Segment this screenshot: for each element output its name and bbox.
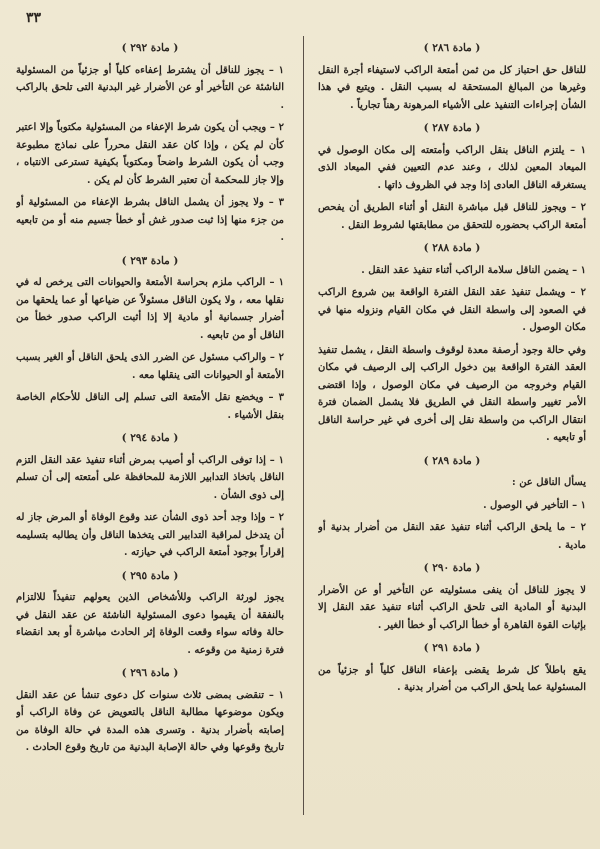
article-heading: ( مادة ٢٩٣ ) — [121, 254, 179, 267]
article-paragraph: ١ – يلتزم الناقل بنقل الراكب وأمتعته إلى مكان الوصول في الميعاد المعين لذلك ، وعند عدم التعيين ففي الميعاد الذى يستغرقه الناقل العادى إذا وجد في الظروف ذاتها . — [318, 144, 586, 191]
article-paragraph: ٢ – ويجب أن يكون شرط الإعفاء من المسئولية مكتوباً وإلا اعتبر كأن لم يكن ، وإذا كان عقد النقل محرراً على نماذج مطبوعة وجب أن يكون الشرط واضحاً ومكتوباً بكيفية تسترعى الانتباه ، وإلا جاز للمحكمة أن تعتبر الشرط كأن لم يكن . — [16, 122, 284, 186]
article-paragraph: يقع باطلاً كل شرط يقضى بإعفاء الناقل كلياً أو جزئياً من المسئولية عما يلحق الراكب من أضرار بدنية . — [318, 664, 586, 693]
article-paragraph: ١ – يضمن الناقل سلامة الراكب أثناء تنفيذ عقد النقل . — [361, 264, 586, 276]
article-heading: ( مادة ٢٩٠ ) — [423, 562, 481, 574]
article-paragraph: ١ – يجوز للناقل أن يشترط إعفاءه كلياً أو جزئياً من المسئولية الناشئة عن التأخير أو عن الأضرار غير البدنية التى تلحق بالراكب . — [16, 64, 284, 111]
right-column — [318, 34, 586, 819]
article-paragraph: لا يجوز للناقل أن ينفى مسئوليته عن التأخير أو عن الأضرار البدنية أو المادية التى تلحق الراكب أثناء تنفيذ عقد النقل إلا بإثبات القوة القاهرة أو خطأ الراكب أو خطأ الغير . — [318, 584, 586, 631]
article-heading: ( مادة ٢٩٦ ) — [121, 667, 179, 679]
article-heading: ( مادة ٢٩١ ) — [423, 642, 481, 654]
left-column — [16, 34, 284, 819]
article-paragraph: وفي حالة وجود أرصفة معدة لوقوف واسطة النقل ، يشمل تنفيذ العقد الفترة الواقعة بين دخول الراكب إلى الرصيف في مكان القيام وخروجه من الرصيف في مكان الوصول ، وإذا اقتضى الأمر تغيير واسطة النقل في الطريق فلا يشمل الضمان فترة انتقال الراكب من واسطة نقل إلى أخرى في غير حراسة الناقل أو تابعيه . — [318, 344, 586, 443]
article-heading: ( مادة ٢٨٦ ) — [423, 42, 481, 54]
article-paragraph: يجوز لورثة الراكب وللأشخاص الذين يعولهم تنفيذاً للالتزام بالنفقة أن يقيموا دعوى المسئولية الناشئة عن عقد النقل في حالة وفاته سواء وقعت الوفاة إثر الحادث مباشرة أو بعد انقضاء فترة زمنية من وقوعه . — [16, 592, 284, 656]
article-heading: ( مادة ٢٨٨ ) — [423, 242, 481, 254]
article-paragraph: ٢ – والراكب مسئول عن الضرر الذى يلحق الناقل أو الغير بسبب الأمتعة أو الحيوانات التى ينقلها معه . — [16, 352, 284, 381]
article-heading: ( مادة ٢٩٤ ) — [121, 432, 179, 444]
column-divider — [303, 36, 304, 815]
page-number: ٣٣ — [26, 10, 42, 26]
article-paragraph: ٢ – ما يلحق الراكب أثناء تنفيذ عقد النقل من أضرار بدنية أو مادية . — [318, 522, 586, 551]
article-paragraph: ١ – تنقضى بمضى ثلاث سنوات كل دعوى تنشأ عن عقد النقل ويكون موضوعها مطالبة الناقل بالتعويض عن وفاة الراكب أو إصابته بأضرار بدنية . وتسرى هذه المدة في حالة الوفاة من تاريخ وقوعها وفي حالة الإصابة البدنية من تاريخ وقوع الحادث . — [16, 689, 284, 753]
article-paragraph: ٣ – ولا يجوز أن يشمل الناقل بشرط الإعفاء من المسئولية أو من جزء منها إذا ثبت صدور غش أو خطأ جسيم منه أو من تابعيه . — [16, 197, 284, 243]
article-paragraph: للناقل حق احتباز كل من ثمن أمتعة الراكب لاستيفاء أجرة النقل وغيرها من المبالغ المستحقة له بسبب النقل . ويتبع في هذا الشأن إجراءات التنفيذ على الأشياء المرهونة رهناً تجارياً . — [318, 64, 586, 111]
article-paragraph: ٣ – ويخضع نقل الأمتعة التى تسلم إلى الناقل للأحكام الخاصة بنقل الأشياء . — [16, 392, 284, 421]
article-heading: ( مادة ٢٩٥ ) — [121, 569, 179, 582]
article-paragraph: ١ – التأخير في الوصول . — [483, 499, 586, 511]
article-heading: ( مادة ٢٩٢ ) — [121, 42, 179, 54]
article-paragraph: ٢ – وإذا وجد أحد ذوى الشأن عند وقوع الوفاة أو المرض جاز له أن يتدخل لمراقبة التدابير التى يتخذها الناقل وأن يطالبه بتسليمه إقراراً بوجود أمتعة الراكب في حيازته . — [16, 512, 284, 558]
article-heading: ( مادة ٢٨٧ ) — [423, 122, 481, 134]
article-heading: ( مادة ٢٨٩ ) — [423, 454, 481, 467]
article-paragraph: ٢ – ويشمل تنفيذ عقد النقل الفترة الواقعة بين شروع الراكب في الصعود إلى واسطة النقل في مكان القيام ونزوله منها في مكان الوصول . — [318, 287, 586, 333]
article-paragraph: يسأل الناقل عن : — [512, 477, 586, 488]
article-paragraph: ٢ – ويجوز للناقل قبل مباشرة النقل أو أثناء الطريق أن يفحص أمتعة الراكب بحضوره للتحقق من مطابقتها لشروط النقل . — [318, 202, 586, 231]
article-paragraph: ١ – إذا توفى الراكب أو أصيب بمرض أثناء تنفيذ عقد النقل التزم الناقل باتخاذ التدابير اللازمة للمحافظة على أمتعته إلى أن تسلم إلى ذوى الشأن . — [16, 454, 284, 501]
article-paragraph: ١ – الراكب ملزم بحراسة الأمتعة والحيوانات التى يرخص له في نقلها معه ، ولا يكون الناقل مسئولاً عن ضياعها أو عما يلحقها من أضرار جسمانية أو مادية إلا إذا أثبت الراكب صدور خطأ من الناقل أو من تابعيه . — [16, 277, 284, 341]
